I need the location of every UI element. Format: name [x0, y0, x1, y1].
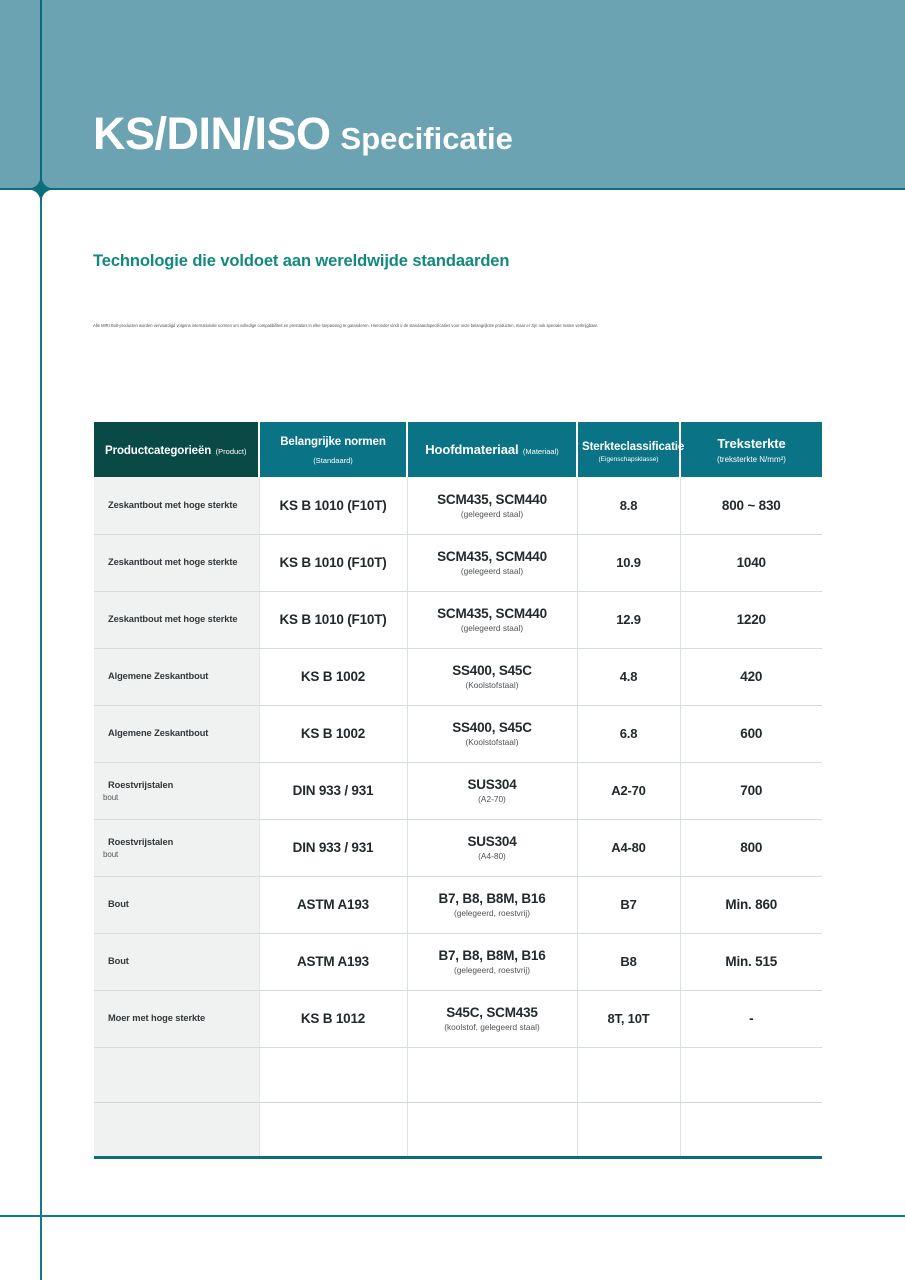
cell-strength-classification	[577, 1102, 680, 1157]
cell-standard: KS B 1012	[259, 990, 407, 1047]
decorative-vertical-rule-top	[40, 0, 42, 189]
cell-standard	[259, 1102, 407, 1157]
cell-material	[407, 990, 577, 1047]
cell-tensile-strength: 1220	[680, 591, 822, 648]
cell-strength-classification: A2-70	[577, 762, 680, 819]
cell-material	[407, 648, 577, 705]
cell-product-category	[94, 534, 259, 591]
cell-strength-classification: 4.8	[577, 648, 680, 705]
cell-material	[407, 534, 577, 591]
decorative-vertical-rule-bottom	[40, 189, 42, 1280]
product-category-label: Algemene Zeskantbout	[108, 728, 209, 738]
cell-material	[407, 591, 577, 648]
material-sub-label: (Koolstofstaal)	[465, 680, 519, 690]
cell-standard: KS B 1010 (F10T)	[259, 477, 407, 534]
table-row	[94, 477, 822, 534]
material-main-label: SCM435, SCM440	[437, 549, 547, 564]
product-category-label: Moer met hoge sterkte	[108, 1013, 206, 1023]
table-row	[94, 990, 822, 1047]
cell-product-category	[94, 705, 259, 762]
column-header-material: Hoofdmateriaal (Materiaal)	[407, 422, 577, 477]
cell-product-category	[94, 762, 259, 819]
product-category-sublabel: bout	[103, 793, 119, 802]
cell-tensile-strength: 700	[680, 762, 822, 819]
table-header-row	[94, 422, 822, 477]
column-header-classification: Sterkteclassificatie (Eigenschapsklasse)	[577, 422, 680, 477]
cell-strength-classification: 8T, 10T	[577, 990, 680, 1047]
product-category-label: Bout	[108, 956, 129, 966]
cell-product-category	[94, 876, 259, 933]
material-sub-label: (gelegeerd staal)	[460, 508, 524, 519]
product-category-label: Zeskantbout met hoge sterkte	[108, 557, 238, 567]
cell-tensile-strength: Min. 860	[680, 876, 822, 933]
cell-standard: KS B 1002	[259, 648, 407, 705]
cell-material	[407, 1102, 577, 1157]
cell-strength-classification: 10.9	[577, 534, 680, 591]
sparkle-icon	[26, 174, 56, 204]
cell-material	[407, 762, 577, 819]
material-sub-label: (A2-70)	[478, 794, 506, 804]
cell-standard: ASTM A193	[259, 933, 407, 990]
product-category-label: Roestvrijstalen	[108, 837, 174, 847]
product-category-label: Algemene Zeskantbout	[108, 671, 209, 681]
page-title-secondary: Specificatie	[340, 121, 513, 156]
table-row	[94, 648, 822, 705]
material-main-label: S45C, SCM435	[446, 1005, 538, 1020]
column-header-tensile-strength: Treksterkte (treksterkte N/mm²)	[680, 422, 822, 477]
cell-standard: KS B 1010 (F10T)	[259, 534, 407, 591]
cell-tensile-strength: 800	[680, 819, 822, 876]
material-main-label: B7, B8, B8M, B16	[438, 891, 546, 906]
material-main-label: SCM435, SCM440	[437, 606, 547, 621]
page-title	[93, 108, 513, 160]
product-category-sublabel: bout	[103, 850, 119, 859]
material-sub-label: (gelegeerd, roestvrij)	[453, 965, 531, 975]
page-title-primary: KS/DIN/ISO	[93, 108, 331, 159]
table-row	[94, 819, 822, 876]
cell-product-category	[94, 477, 259, 534]
product-category-label: Bout	[108, 899, 129, 909]
cell-product-category	[94, 648, 259, 705]
cell-material	[407, 819, 577, 876]
cell-standard: KS B 1002	[259, 705, 407, 762]
material-main-label: SUS304	[467, 834, 517, 849]
material-main-label: SUS304	[467, 777, 517, 792]
cell-material	[407, 876, 577, 933]
product-category-label: Zeskantbout met hoge sterkte	[108, 614, 238, 624]
page-hero-banner	[0, 0, 905, 189]
cell-tensile-strength: 600	[680, 705, 822, 762]
table-row	[94, 1102, 822, 1157]
cell-strength-classification: B7	[577, 876, 680, 933]
cell-tensile-strength: 800 ~ 830	[680, 477, 822, 534]
table-row	[94, 705, 822, 762]
intro-paragraph: Alle MIRI Bolt-producten worden vervaardigd volgens internationale normen om volledige compatibiliteit en prestaties in elke toepassing te garanderen. Hieronder vindt u de standaardspecificaties voor onze belangrijkste producten, maar er zijn ook speciale maten verkrijgbaar.	[93, 323, 598, 328]
cell-tensile-strength	[680, 1102, 822, 1157]
cell-strength-classification	[577, 1047, 680, 1102]
specification-table-wrapper	[94, 422, 822, 1159]
cell-material	[407, 933, 577, 990]
table-row	[94, 876, 822, 933]
cell-product-category	[94, 591, 259, 648]
cell-strength-classification: A4-80	[577, 819, 680, 876]
column-header-standard: Belangrijke normen (Standaard)	[259, 422, 407, 477]
table-row	[94, 591, 822, 648]
cell-tensile-strength: 420	[680, 648, 822, 705]
material-sub-label: (gelegeerd staal)	[460, 623, 524, 633]
product-category-label: Zeskantbout met hoge sterkte	[108, 499, 238, 510]
cell-product-category	[94, 990, 259, 1047]
table-body	[94, 477, 822, 1157]
table-row	[94, 1047, 822, 1102]
cell-strength-classification: 6.8	[577, 705, 680, 762]
cell-product-category	[94, 819, 259, 876]
section-heading: Technologie die voldoet aan wereldwijde standaarden	[93, 252, 510, 270]
material-sub-label: (gelegeerd staal)	[460, 566, 524, 576]
cell-strength-classification: 12.9	[577, 591, 680, 648]
decorative-horizontal-rule-bottom	[0, 1215, 905, 1217]
table-row	[94, 762, 822, 819]
cell-material	[407, 477, 577, 534]
decorative-horizontal-rule-top	[0, 188, 905, 190]
cell-material	[407, 1047, 577, 1102]
table-row	[94, 933, 822, 990]
cell-standard: DIN 933 / 931	[259, 819, 407, 876]
cell-product-category	[94, 1102, 259, 1157]
cell-standard: KS B 1010 (F10T)	[259, 591, 407, 648]
table-row	[94, 534, 822, 591]
material-main-label: SCM435, SCM440	[437, 491, 547, 507]
cell-standard: DIN 933 / 931	[259, 762, 407, 819]
material-main-label: B7, B8, B8M, B16	[438, 948, 546, 963]
cell-product-category	[94, 933, 259, 990]
material-sub-label: (Koolstofstaal)	[465, 737, 519, 747]
specification-table	[94, 422, 822, 1159]
cell-standard: ASTM A193	[259, 876, 407, 933]
cell-strength-classification: 8.8	[577, 477, 680, 534]
cell-tensile-strength: -	[680, 990, 822, 1047]
cell-strength-classification: B8	[577, 933, 680, 990]
cell-tensile-strength: 1040	[680, 534, 822, 591]
material-sub-label: (A4-80)	[478, 851, 506, 861]
cell-tensile-strength: Min. 515	[680, 933, 822, 990]
material-sub-label: (gelegeerd, roestvrij)	[453, 908, 531, 918]
cell-material	[407, 705, 577, 762]
column-header-product-category: Productcategorieën (Product)	[94, 422, 259, 477]
cell-standard	[259, 1047, 407, 1102]
material-main-label: SS400, S45C	[452, 720, 532, 735]
material-sub-label: (koolstof, gelegeerd staal)	[444, 1022, 540, 1032]
table-header	[94, 422, 822, 477]
cell-product-category	[94, 1047, 259, 1102]
cell-tensile-strength	[680, 1047, 822, 1102]
product-category-label: Roestvrijstalen	[108, 780, 174, 790]
material-main-label: SS400, S45C	[452, 663, 532, 678]
